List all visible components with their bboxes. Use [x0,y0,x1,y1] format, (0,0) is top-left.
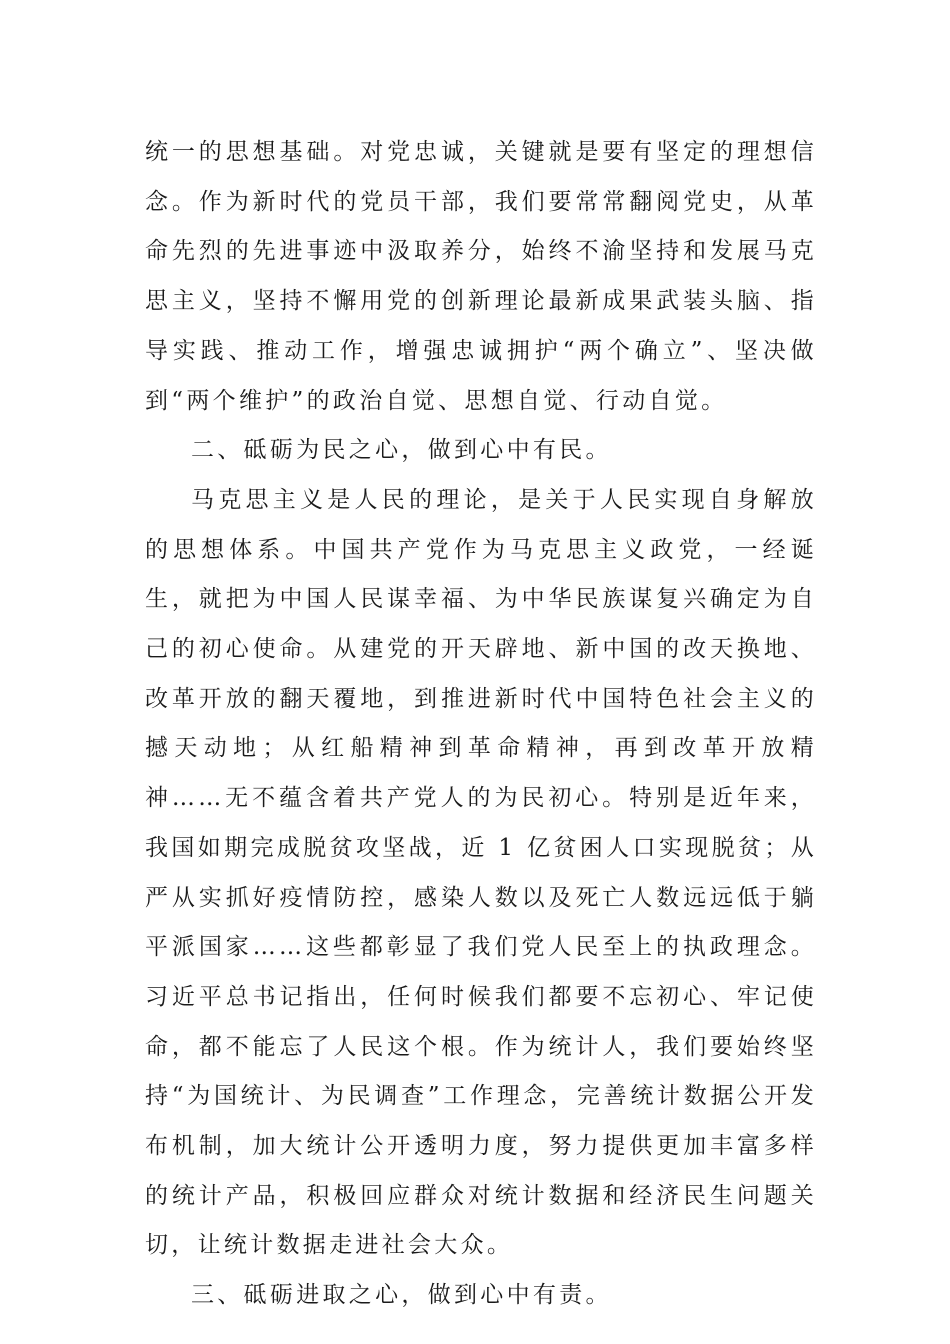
paragraph-loyalty-continuation: 统一的思想基础。对党忠诚，关键就是要有坚定的理想信念。作为新时代的党员干部，我们要常常翻阅党史，从革命先烈的先进事迹中汲取养分，始终不渝坚持和发展马克思主义，坚持不懈用党的创新理论最新成果武装头脑、指导实践、推动工作，增强忠诚拥护“两个确立”、坚决做到“两个维护”的政治自觉、思想自觉、行动自觉。 [145,139,817,414]
heading-section-three: 三、砥砺进取之心，做到心中有责。 [191,1282,612,1309]
heading-section-two: 二、砥砺为民之心，做到心中有民。 [191,437,612,464]
paragraph-people-centered: 马克思主义是人民的理论，是关于人民实现自身解放的思想体系。中国共产党作为马克思主义政党，一经诞生，就把为中国人民谋幸福、为中华民族谋复兴确定为自己的初心使命。从建党的开天辟地、新中国的改天换地、改革开放的翻天覆地，到推进新时代中国特色社会主义的撼天动地；从红船精神到革命精神，再到改革开放精神……无不蕴含着共产党人的为民初心。特别是近年来，我国如期完成脱贫攻坚战，近 1 亿贫困人口实现脱贫；从严从实抓好疫情防控，感染人数以及死亡人数远远低于躺平派国家……这些都彰显了我们党人民至上的执政理念。习近平总书记指出，任何时候我们都要不忘初心、牢记使命，都不能忘了人民这个根。作为统计人，我们要始终坚持“为国统计、为民调查”工作理念，完善统计数据公开发布机制，加大统计公开透明力度，努力提供更加丰富多样的统计产品，积极回应群众对统计数据和经济民生问题关切，让统计数据走进社会大众。 [145,486,817,1259]
document-body [145,128,817,1321]
